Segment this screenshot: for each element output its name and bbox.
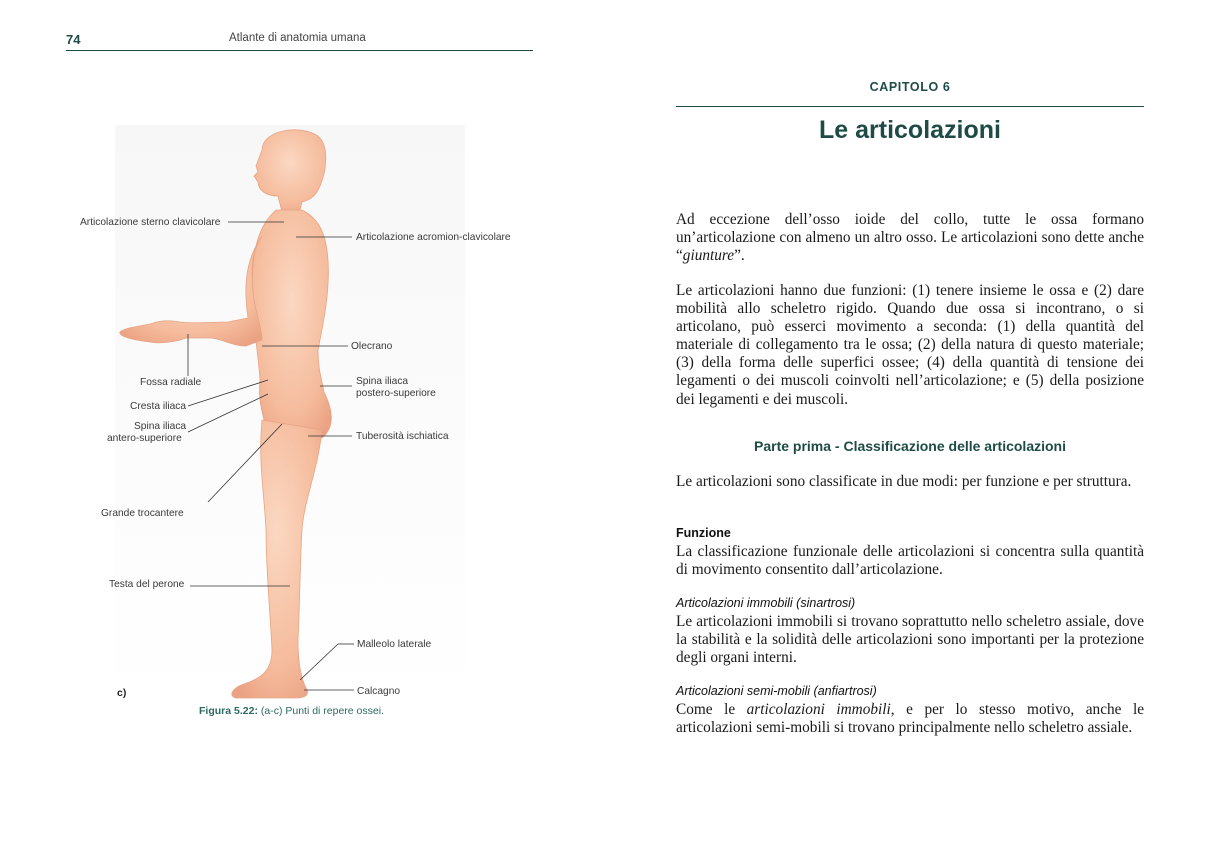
subheading-semimobili: Articolazioni semi-mobili (anfiartrosi) <box>676 684 877 698</box>
label-articolazione-sterno-clavicolare: Articolazione sterno clavicolare <box>80 217 221 228</box>
paragraph-semimobili <box>676 701 1144 737</box>
paragraph-intro-end: ”. <box>734 247 745 265</box>
paragraph-immobili: Le articolazioni immobili si trovano soprattutto nello scheletro assiale, dove la stabilità e la solidità delle articolazioni sono importanti per la protezione degli organi interni. <box>676 613 1144 667</box>
paragraph-intro-text: Ad eccezione dell’osso ioide del collo, tutte le ossa formano un’articolazione con almeno un altro osso. Le articolazioni sono dette anche “ <box>676 211 1144 265</box>
chapter-title: Le articolazioni <box>819 116 1001 144</box>
paragraph-funzione: La classificazione funzionale delle articolazioni si concentra sulla quantità di movimento consentito dall’articolazione. <box>676 543 1144 579</box>
label-spina-iliaca-post-2: postero-superiore <box>356 388 436 399</box>
label-spina-iliaca-ant-1: Spina iliaca <box>134 421 187 432</box>
label-spina-iliaca-ant-2: antero-superiore <box>107 433 182 444</box>
torso <box>252 210 331 440</box>
paragraph-semimobili-text: Come le <box>676 701 747 718</box>
chapter-label: CAPITOLO 6 <box>869 80 951 94</box>
figure-panel-letter: c) <box>117 687 127 699</box>
paragraph-classification: Le articolazioni sono classificate in due modi: per funzione e per struttura. <box>676 473 1132 490</box>
label-fossa-radiale: Fossa radiale <box>140 377 202 388</box>
section-title: Parte prima - Classificazione delle articolazioni <box>754 438 1066 454</box>
paragraph-semimobili-end: , e per lo stesso motivo, anche le articolazioni semi-mobili si trovano principalmente nello scheletro assiale. <box>676 701 1145 737</box>
figure-caption-number: Figura 5.22: <box>199 705 258 717</box>
subheading-funzione: Funzione <box>676 526 731 540</box>
subheading-immobili: Articolazioni immobili (sinartrosi) <box>676 596 856 610</box>
figure-caption-text: (a-c) Punti di repere ossei. <box>257 705 384 717</box>
label-spina-iliaca-post-1: Spina iliaca <box>356 376 409 387</box>
label-olecrano: Olecrano <box>351 341 393 352</box>
figure-caption <box>199 705 384 717</box>
label-malleolo-laterale: Malleolo laterale <box>357 639 432 650</box>
paragraph-functions: Le articolazioni hanno due funzioni: (1) tenere insieme le ossa e (2) dare mobilità allo scheletro rigido. Quando due ossa si incontrano, o si articolano, può esserci movimento a seconda: (1) della quantità del materiale di collegamento tra le ossa; (2) della natura di questo materiale; (3) della forma delle superfici ossee; (4) della quantità di tensione dei legamenti o dei muscoli coinvolti nell’articolazione; e (5) della posizione dei legamenti e dei muscoli. <box>676 282 1144 408</box>
paragraph-semimobili-italic: articolazioni immobili <box>746 701 891 718</box>
paragraph-intro-italic: giunture <box>682 247 735 265</box>
label-testa-del-perone: Testa del perone <box>109 579 185 590</box>
paragraph-intro <box>676 211 1144 265</box>
label-tuberosita-ischiatica: Tuberosità ischiatica <box>356 431 449 442</box>
label-articolazione-acromion-clavicolare: Articolazione acromion-clavicolare <box>356 232 511 243</box>
anatomy-figure <box>0 0 600 730</box>
page-number: 74 <box>66 32 81 47</box>
running-head: Atlante di anatomia umana <box>229 32 366 44</box>
label-calcagno: Calcagno <box>357 686 401 697</box>
label-grande-trocantere: Grande trocantere <box>101 508 184 519</box>
chapter-rule <box>676 106 1144 107</box>
label-cresta-iliaca: Cresta iliaca <box>130 401 187 412</box>
